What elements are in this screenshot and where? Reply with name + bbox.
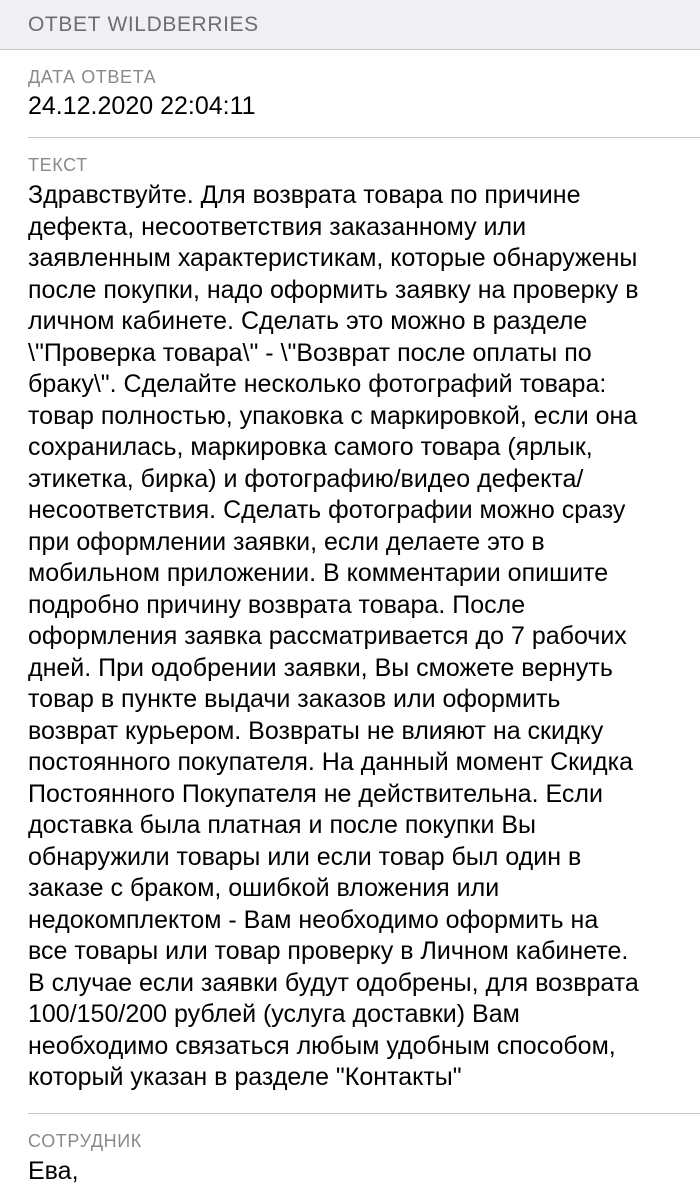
answer-text-label: ТЕКСТ [28, 154, 680, 176]
employee-row [0, 1114, 700, 1187]
answer-date-row [0, 50, 700, 138]
answer-date-value: 24.12.2020 22:04:11 [28, 91, 680, 123]
answer-text-row [0, 138, 700, 1114]
section-header-title: ОТВЕТ WILDBERRIES [28, 13, 259, 37]
section-header [0, 0, 700, 50]
employee-value: Ева, [28, 1156, 680, 1187]
answer-text-value: Здравствуйте. Для возврата товара по причине дефекта, несоответствия заказанному или заявленным характеристикам, которые обнаружены после покупки, надо оформить заявку на проверку в личном кабинете. Сделать это можно в разделе \"Проверка товара\" - \"Возврат после оплаты по браку\". Сделайте несколько фотографий товара: товар полностью, упаковка с маркировкой, если она сохранилась, маркировка самого товара (ярлык, этикетка, бирка) и фотографию/видео дефекта/ несоответствия. Сделать фотографии можно сразу при оформлении заявки, если делаете это в мобильном приложении. В комментарии опишите подробно причину возврата товара. После оформления заявка рассматривается до 7 рабочих дней. При одобрении заявки, Вы сможете вернуть товар в пункте выдачи заказов или оформить возврат курьером. Возвраты не влияют на скидку постоянного покупателя. На данный момент Скидка Постоянного Покупателя не действительна. Если доставка была платная и после покупки Вы обнаружили товары или если товар был один в заказе с браком, ошибкой вложения или недокомплектом - Вам необходимо оформить на все товары или товар проверку в Личном кабинете. В случае если заявки будут одобрены, для возврата 100/150/200 рублей (услуга доставки) Вам необходимо связаться любым удобным способом, который указан в разделе "Контакты" [28, 180, 680, 1094]
employee-label: СОТРУДНИК [28, 1130, 680, 1152]
answer-date-label: ДАТА ОТВЕТА [28, 66, 680, 88]
